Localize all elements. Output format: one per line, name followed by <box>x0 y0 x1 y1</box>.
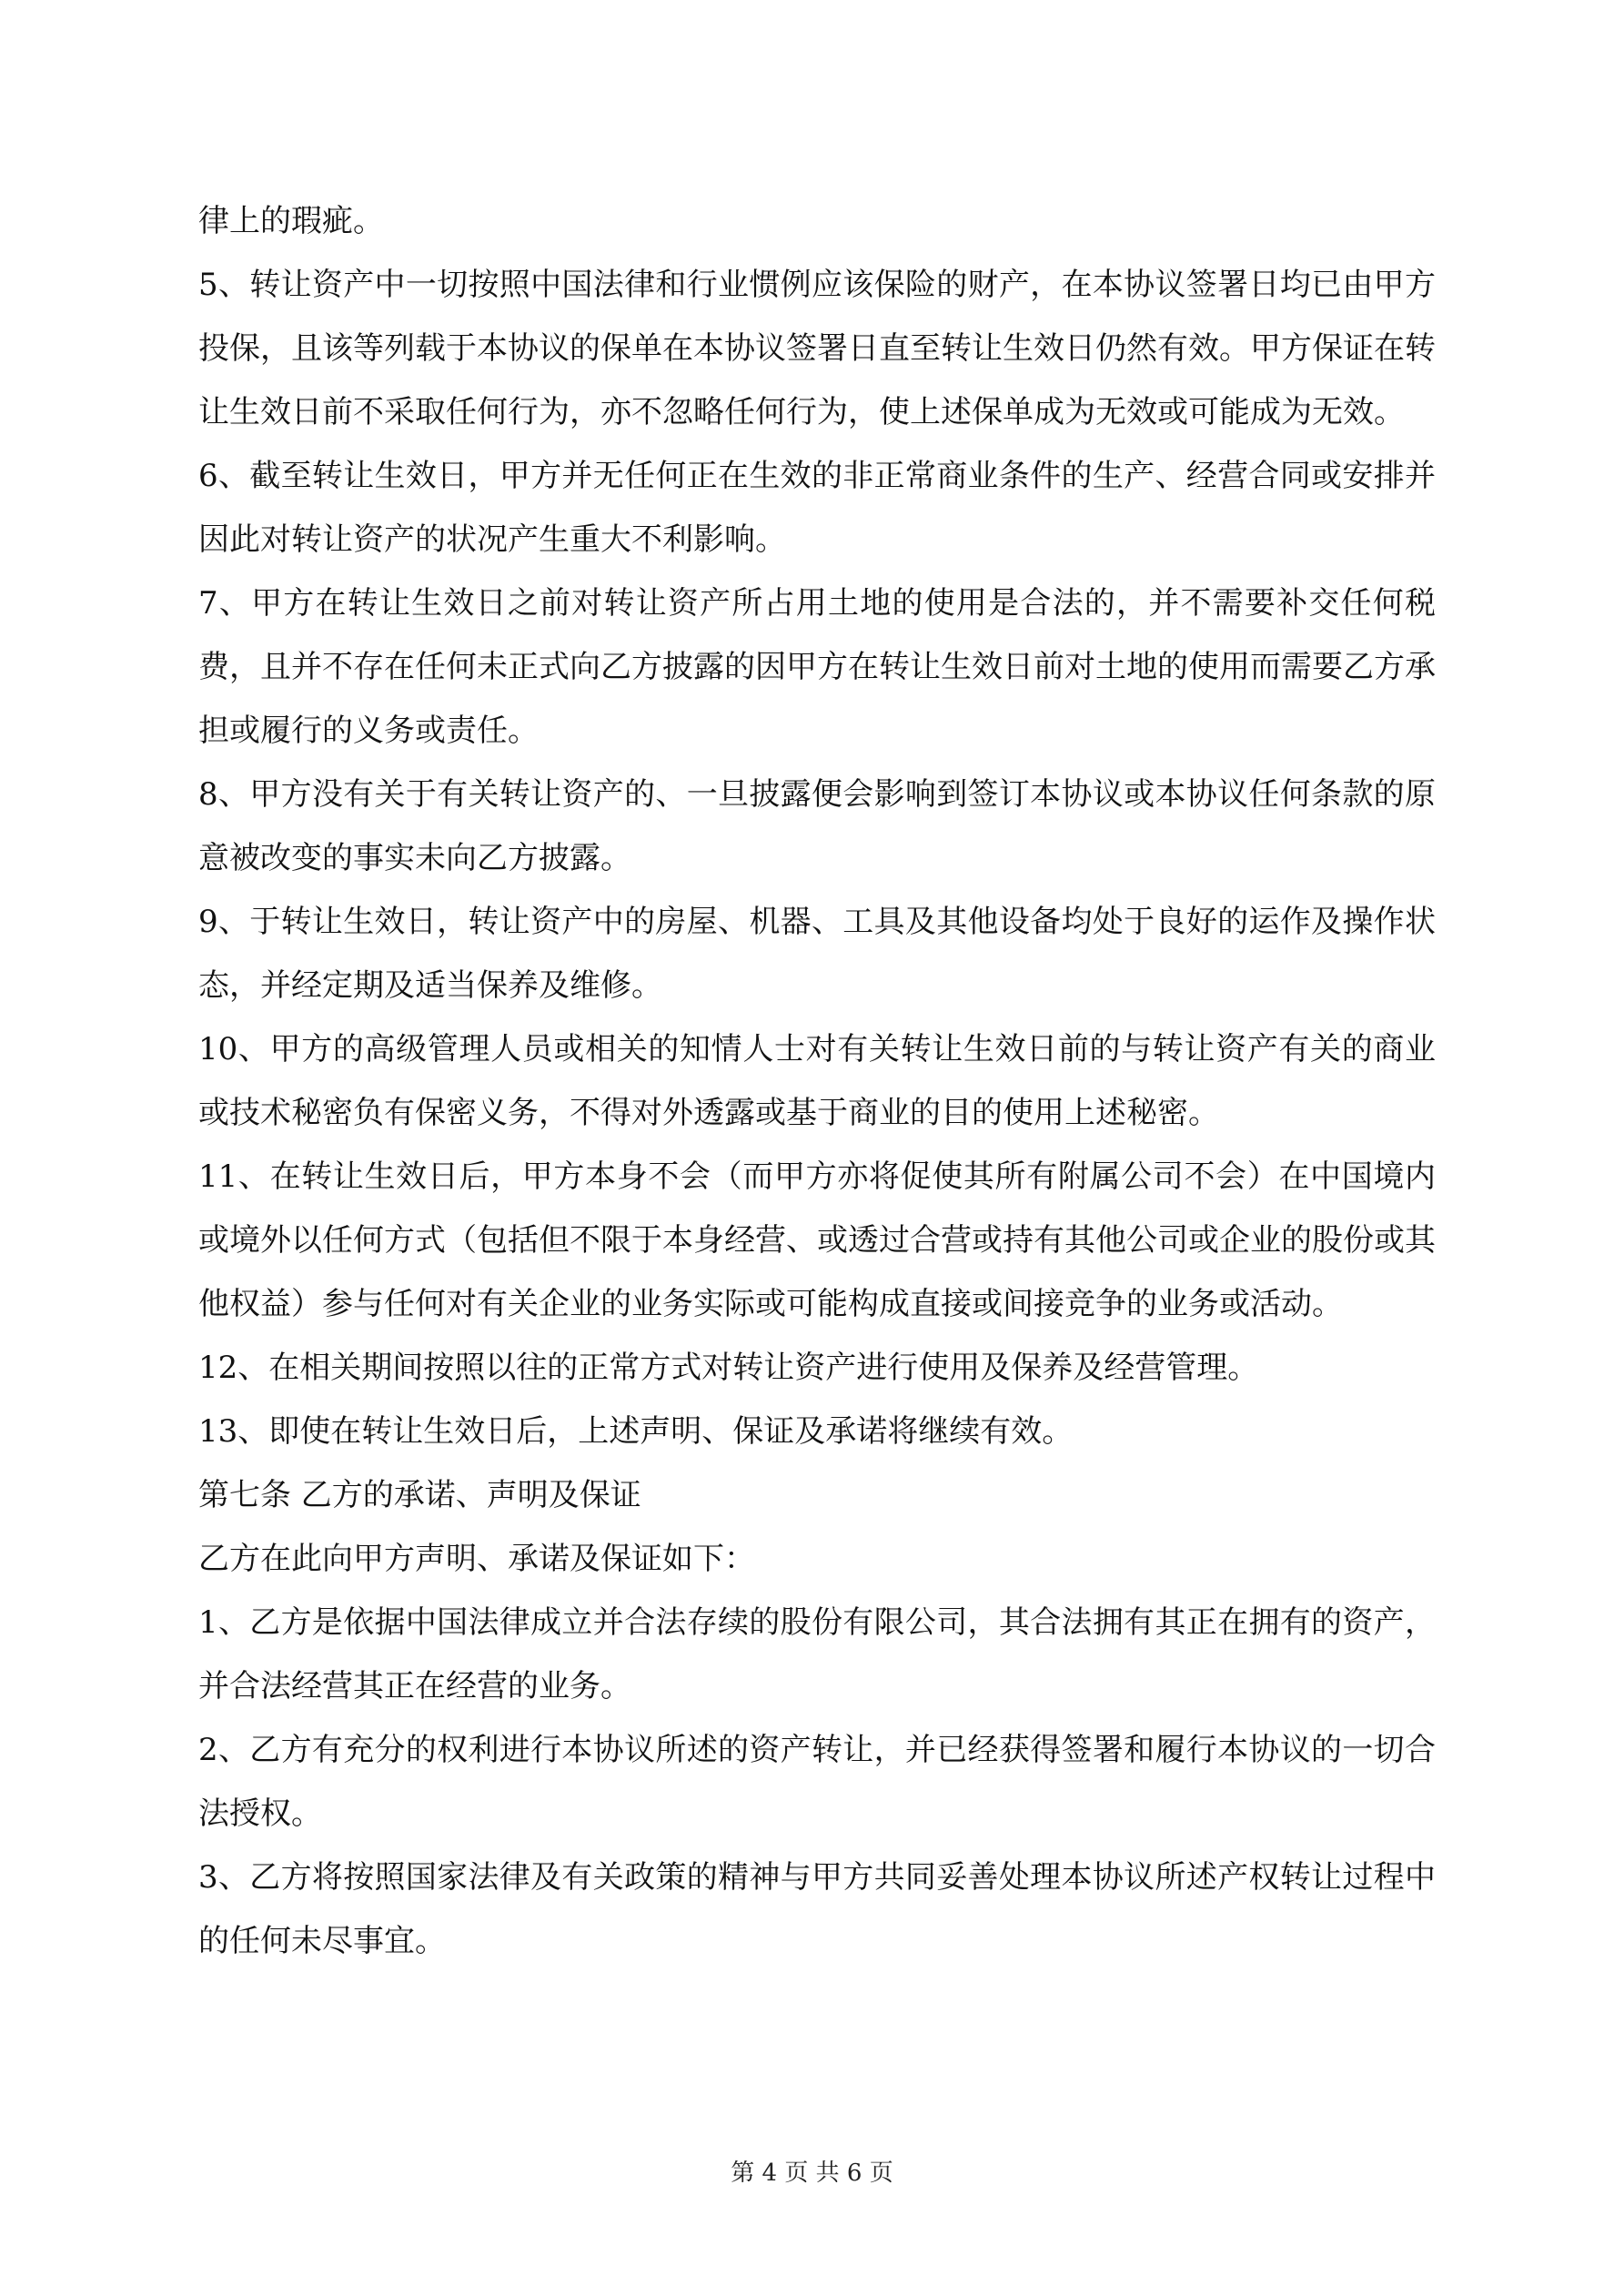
paragraph: 7、甲方在转让生效日之前对转让资产所占用土地的使用是合法的，并不需要补交任何税费，且并不存在任何未正式向乙方披露的因甲方在转让生效日前对土地的使用而需要乙方承担或履行的义务或责任。 <box>198 585 1436 749</box>
paragraph: 律上的瑕疵。 <box>198 203 384 239</box>
section-heading: 第七条 乙方的承诺、声明及保证 <box>198 1477 641 1513</box>
page-number-footer: 第 4 页 共 6 页 <box>731 2159 893 2187</box>
paragraph: 10、甲方的高级管理人员或相关的知情人士对有关转让生效日前的与转让资产有关的商业或技术秘密负有保密义务，不得对外透露或基于商业的目的使用上述秘密。 <box>198 1031 1436 1131</box>
paragraph: 乙方在此向甲方声明、承诺及保证如下： <box>198 1541 755 1577</box>
paragraph: 13、即使在转让生效日后，上述声明、保证及承诺将继续有效。 <box>198 1413 1074 1450</box>
paragraph: 11、在转让生效日后，甲方本身不会（而甲方亦将促使其所有附属公司不会）在中国境内或境外以任何方式（包括但不限于本身经营、或透过合营或持有其他公司或企业的股份或其他权益）参与任何对有关企业的业务实际或可能构成直接或间接竞争的业务或活动。 <box>198 1158 1436 1322</box>
paragraph: 12、在相关期间按照以往的正常方式对转让资产进行使用及保养及经营管理。 <box>198 1350 1259 1386</box>
paragraph: 5、转让资产中一切按照中国法律和行业惯例应该保险的财产，在本协议签署日均已由甲方投保，且该等列载于本协议的保单在本协议签署日直至转让生效日仍然有效。甲方保证在转让生效日前不采取任何行为，亦不忽略任何行为，使上述保单成为无效或可能成为无效。 <box>198 267 1436 430</box>
document-body <box>198 189 1436 1973</box>
paragraph: 8、甲方没有关于有关转让资产的、一旦披露便会影响到签订本协议或本协议任何条款的原意被改变的事实未向乙方披露。 <box>198 776 1436 876</box>
paragraph: 1、乙方是依据中国法律成立并合法存续的股份有限公司，其合法拥有其正在拥有的资产，并合法经营其正在经营的业务。 <box>198 1604 1436 1704</box>
paragraph: 6、截至转让生效日，甲方并无任何正在生效的非正常商业条件的生产、经营合同或安排并因此对转让资产的状况产生重大不利影响。 <box>198 458 1436 558</box>
paragraph: 9、于转让生效日，转让资产中的房屋、机器、工具及其他设备均处于良好的运作及操作状态，并经定期及适当保养及维修。 <box>198 904 1436 1004</box>
paragraph: 2、乙方有充分的权利进行本协议所述的资产转让，并已经获得签署和履行本协议的一切合法授权。 <box>198 1732 1436 1832</box>
paragraph: 3、乙方将按照国家法律及有关政策的精神与甲方共同妥善处理本协议所述产权转让过程中的任何未尽事宜。 <box>198 1859 1436 1959</box>
